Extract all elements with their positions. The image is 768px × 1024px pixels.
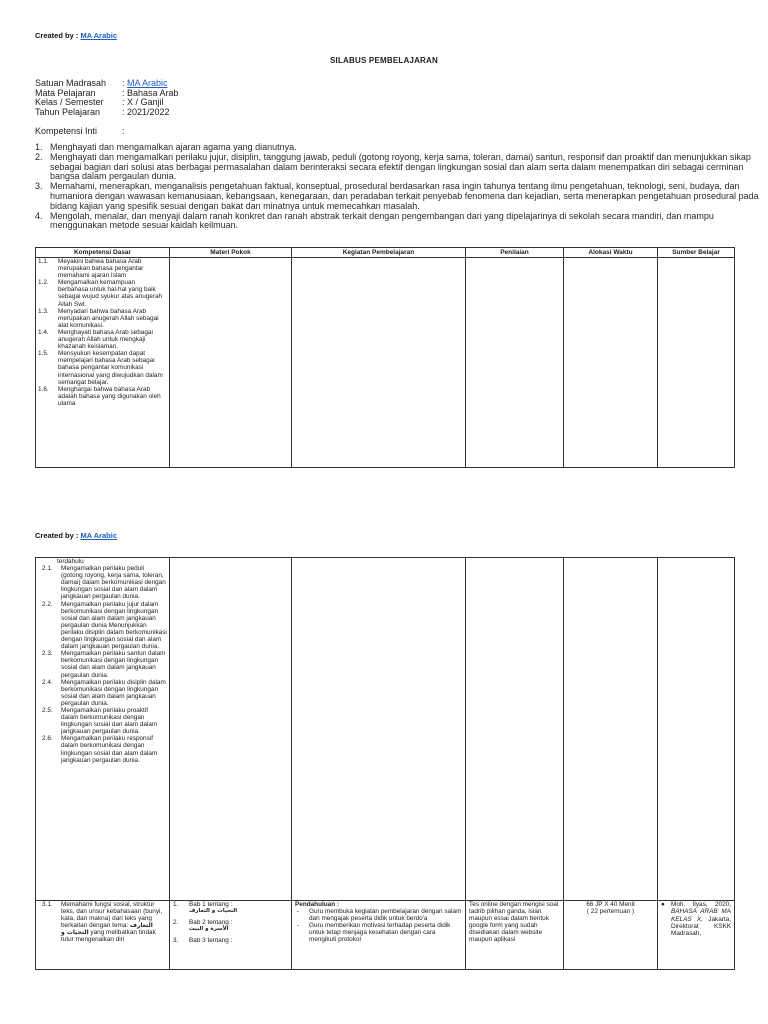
meta-row-satuan: Satuan Madrasah : MA Arabic [35,78,168,88]
table-header-row [36,248,735,258]
list-item: - Guru memberikan motivasi terhadap peserta didik untuk tetap menjaga kesehatan dengan cara mengikuti protokol [297,922,451,944]
list-item: - Guru membuka kegiatan pembelajaran dengan salam dan mengajak peserta didik untuk berdo'a [297,908,462,923]
list-item: 3. Memahami, menerapkan, menganalisis pengetahuan faktual, konseptual, prosedural berdasarkan rasa ingin tahunya tentang ilmu pengetahuan, teknologi, seni, budaya, dan humaniora dengan wawasan kemanusiaan, kebangsaan, kenegaraan, dan peradaban terkait penyebab fenomena dan kejadian, serta menerapkan pengetahuan prosedural pada bidang kajian yang spesifik sesuai dengan bakat dan minatnya untuk memecahkan masalah. [35,181,759,211]
table-cell [658,558,735,901]
list-item: 1.6. Menghargai bahwa bahasa Arab adalah bahasa yang digunakan oleh ulama [38,385,161,407]
arabic-title: التحيات و التعارف [189,908,238,915]
materi-pokok-cell [170,901,292,970]
list-item: 2. Bab 2 tentang : الأسرة و البيت [173,919,233,933]
created-by-label: Created by : [35,531,79,540]
table-cell [564,258,658,468]
document-metadata [35,79,179,117]
sumber-cell: ● Moh. Ilyas, 2020, BAHASA ARAB MA KELAS X, Jakarta, Direktorat KSKK Madrasah, [658,901,735,970]
table-cell [466,258,564,468]
col-header-sumber: Sumber Belajar [658,248,735,258]
list-item: 1. Bab 1 tentang : التحيات و التعارف [173,901,238,915]
kd-continuation: terdahulu [57,558,84,565]
col-header-kegiatan: Kegiatan Pembelajaran [292,248,466,258]
meta-key: Satuan Madrasah [35,78,107,88]
kegiatan-title: Pendahuluan : [295,901,340,908]
kompetensi-dasar-list [36,565,169,764]
meta-value: 2021/2022 [127,106,170,117]
created-by-link[interactable]: MA Arabic [80,531,117,540]
col-header-kompetensi-dasar: Kompetensi Dasar [36,248,170,258]
document-page-2 [0,500,768,1024]
list-item: 2. Menghayati dan mengamalkan perilaku jujur, disiplin, tanggung jawab, peduli (gotong royong, kerja sama, toleran, damai) santun, responsif dan proaktif dan menunjukkan sikap sebagai bagian dari solusi atas berbagai permasalahan dalam berinteraksi secara efektif dengan lingkungan sosial dan alam serta dalam menempatkan diri sebagai cerminan bangsa dalam pergaulan dunia. [35,152,751,182]
kd-cell [36,258,170,468]
meta-key: Kelas / Semester [35,97,104,108]
list-item: 1. Menghayati dan mengamalkan ajaran agama yang dianutnya. [35,142,297,152]
document-title: SILABUS PEMBELAJARAN [329,56,438,65]
created-by-label: Created by : [35,31,79,40]
penilaian-cell: Tes online dengan mengisi soal tadrib pilihan ganda, isian maupun essai dalam bentuk google form yang sudah disediakan dalam website maupun aplikasi [466,901,564,970]
col-header-penilaian: Penilaian [466,248,564,258]
meta-key: Tahun Pelajaran [35,106,101,117]
list-item: 2.3. Mengamalkan perilaku santun dalam berkomunikasi dengan lingkungan sosial dan alam dalam jangkauan pergaulan dunia. [42,650,166,679]
arabic-theme: التعارف التحيات و [61,922,153,937]
table-row [36,558,735,901]
meta-row-kelas: Kelas / Semester : X / Ganjil [35,97,164,108]
list-item: 1.1. Meyakini bahwa bahasa Arab merupakan bahasa pengantar memahami ajaran Islam [38,258,144,280]
materi-list [170,901,291,944]
list-item: 2.1. Mengamalkan perilaku peduli (gotong royong, kerja sama, toleran, damai) dalam berkomunikasi dengan lingkungan sosial dan alam dalam jangkauan pergaulan dunia. [42,565,166,601]
table-cell [658,258,735,468]
list-item: 3. Bab 3 tentang : [173,937,233,945]
meta-row-tahun: Tahun Pelajaran : 2021/2022 [35,106,170,117]
table-cell [170,258,292,468]
created-by-line [35,31,117,40]
table-row [36,901,735,970]
meta-row-mapel: Mata Pelajaran : Bahasa Arab [35,87,179,98]
kd-cell [36,901,170,970]
table-cell [292,558,466,901]
list-item: 1.5. Mensyukuri kesempatan dapat mempelajari bahasa Arab sebagai bahasa pengantar komunikasi internasional yang diwujudkan dalam semangat belajar. [38,350,163,386]
meta-key: Mata Pelajaran [35,87,96,98]
table-cell [170,558,292,901]
bullet-icon: ● [661,901,665,908]
alokasi-cell: 66 JP X 40 Menit ( 22 pertemuan ) [564,901,658,970]
table-row [36,258,735,468]
silabus-table-page-1 [35,247,735,468]
document-page-1 [0,0,768,500]
list-item: 2.5. Mengamalkan perilaku proaktif dalam berkomunikasi dengan lingkungan sosial dan alam dalam jangkauan pergaulan dunia. [42,706,158,736]
meta-value: X / Ganjil [127,97,164,108]
created-by-link[interactable]: MA Arabic [80,31,117,40]
list-item: 2.6. Mengamalkan perilaku responsif dalam berkomunikasi dengan lingkungan sosial dan alam dalam jangkauan pergaulan dunia. [42,735,158,764]
list-item: 1.2. Mengamalkan kemampuan berbahasa untuk hal-hal yang baik sebagai wujud syukur atas anugerah Allah Swt. [38,279,163,308]
list-item: 3.1. Memahami fungsi sosial, struktur teks, dan unsur kebahasaan (bunyi, kata, dan makna) dari teks yang berkaitan dengan tema: التعارف التحيات و yang melibatkan tindak tutur mengenalkan diri [42,901,163,944]
list-item: 1.3. Menyadari bahwa bahasa Arab merupakan anugerah Allah sebagai alat komunikasi. [38,307,159,329]
table-cell [564,558,658,901]
col-header-alokasi: Alokasi Waktu [564,248,658,258]
arabic-title: الأسرة و البيت [189,926,229,933]
meta-value: Bahasa Arab [127,87,179,98]
silabus-table-page-2 [35,557,735,970]
meta-value-link[interactable]: MA Arabic [127,78,168,88]
table-cell [466,558,564,901]
kompetensi-dasar-list [36,258,169,407]
kegiatan-cell [292,901,466,970]
list-item: 2.2. Mengamalkan perilaku jujur dalam berkomunikasi dengan lingkungan sosial dan alam dalam jangkauan pergaulan dunia Menunjukkan perilaku disiplin dalam berkomunikasi dengan lingkungan sosial dan alam dalam jangkauan pergaulan dunia. [42,600,167,651]
table-cell [292,258,466,468]
list-item: 4. Mengolah, menalar, dan menyaji dalam ranah konkret dan ranah abstrak terkait dengan pengembangan dari yang dipelajarinya di sekolah secara mandiri, dan mampu menggunakan metode sesuai kaidah keilmuan. [35,210,714,231]
list-item: 1.4. Menghayati bahasa Arab sebagai anugerah Allah untuk mengkaji khazanah keislaman. [38,328,153,351]
col-header-materi-pokok: Materi Pokok [170,248,292,258]
kd-cell [36,558,170,901]
kompetensi-inti-list [35,143,759,231]
kompetensi-inti-heading: Kompetensi Inti : [35,126,125,136]
created-by-line [35,531,117,540]
kompetensi-dasar-list [36,901,169,944]
list-item: 2.4. Mengamalkan perilaku disiplin dalam berkomunikasi dengan lingkungan sosial dan alam dalam jangkauan pergaulan dunia. [42,678,166,707]
